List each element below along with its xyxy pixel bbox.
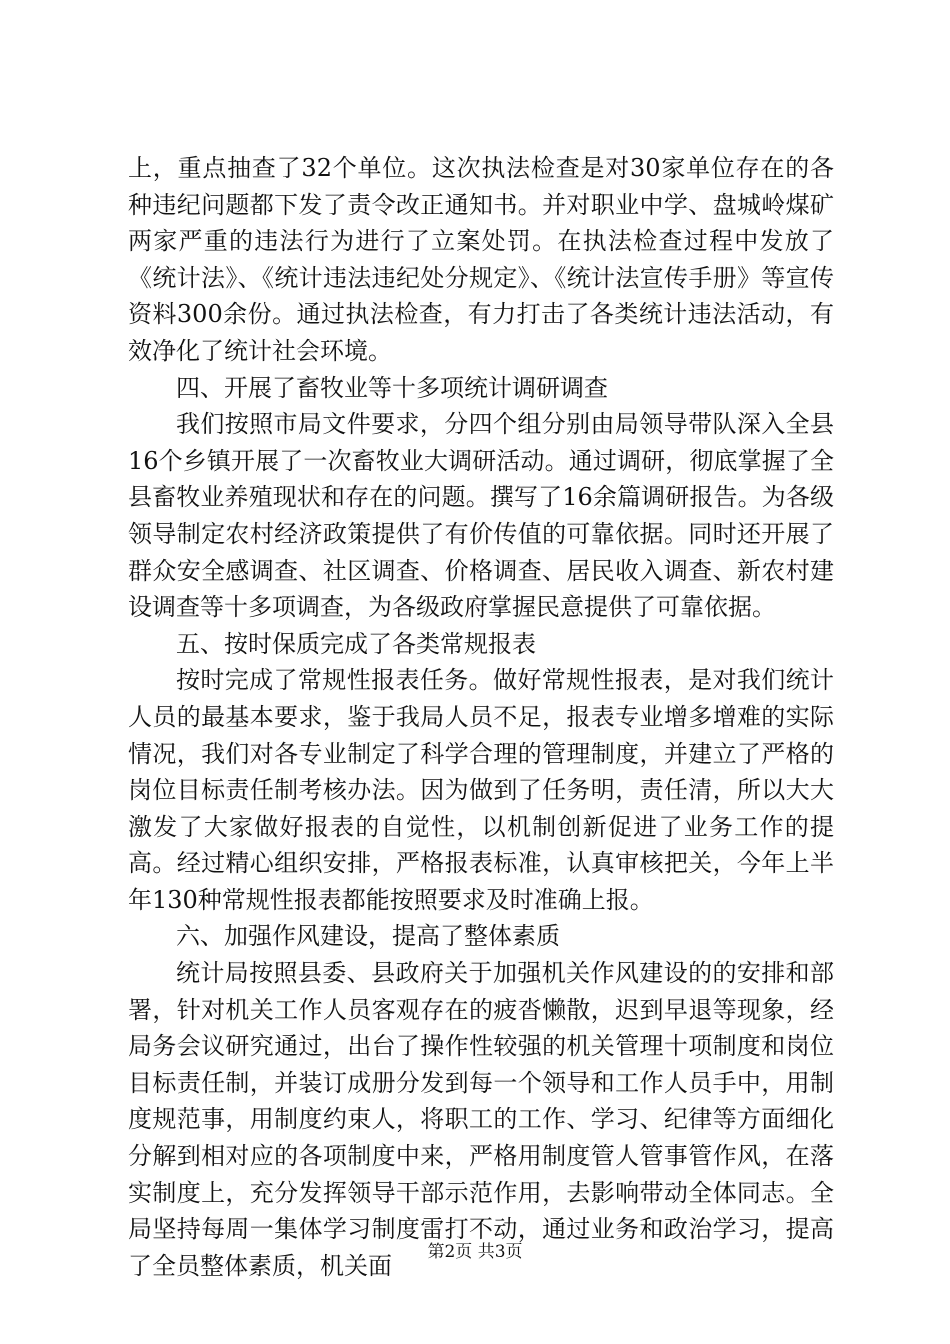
- paragraph-continuation: 上，重点抽查了32个单位。这次执法检查是对30家单位存在的各种违纪问题都下发了责令改正通知书。并对职业中学、盘城岭煤矿两家严重的违法行为进行了立案处罚。在执法检查过程中发放了《统计法》、《统计违法违纪处分规定》、《统计法宣传手册》等宣传资料300余份。通过执法检查，有力打击了各类统计违法活动，有效净化了统计社会环境。: [128, 154, 834, 365]
- paragraph-section-6: 统计局按照县委、县政府关于加强机关作风建设的的安排和部署，针对机关工作人员客观存在的疲沓懒散，迟到早退等现象，经局务会议研究通过，出台了操作性较强的机关管理十项制度和岗位目标责任制，并装订成册分发到每一个领导和工作人员手中，用制度规范事，用制度约束人，将职工的工作、学习、纪律等方面细化分解到相对应的各项制度中来，严格用制度管人管事管作风，在落实制度上，充分发挥领导干部示范作用，去影响带动全体同志。全局坚持每周一集体学习制度雷打不动，通过业务和政治学习，提高了全员整体素质，机关面: [128, 959, 834, 1280]
- section-heading-6: 六、加强作风建设，提高了整体素质: [176, 922, 560, 951]
- page-number-footer: 第2页 共3页: [427, 1242, 523, 1262]
- section-heading-4: 四、开展了畜牧业等十多项统计调研调查: [176, 373, 608, 402]
- document-body: [128, 150, 834, 1284]
- paragraph-section-5: 按时完成了常规性报表任务。做好常规性报表，是对我们统计人员的最基本要求，鉴于我局人员不足，报表专业增多增难的实际情况，我们对各专业制定了科学合理的管理制度，并建立了严格的岗位目标责任制考核办法。因为做到了任务明，责任清，所以大大激发了大家做好报表的自觉性，以机制创新促进了业务工作的提高。经过精心组织安排，严格报表标准，认真审核把关，今年上半年130种常规性报表都能按照要求及时准确上报。: [128, 666, 834, 914]
- paragraph-section-4: 我们按照市局文件要求，分四个组分别由局领导带队深入全县16个乡镇开展了一次畜牧业大调研活动。通过调研，彻底掌握了全县畜牧业养殖现状和存在的问题。撰写了16余篇调研报告。为各级领导制定农村经济政策提供了有价传值的可靠依据。同时还开展了群众安全感调查、社区调查、价格调查、居民收入调查、新农村建设调查等十多项调查，为各级政府掌握民意提供了可靠依据。: [128, 410, 834, 622]
- section-heading-5: 五、按时保质完成了各类常规报表: [176, 629, 536, 658]
